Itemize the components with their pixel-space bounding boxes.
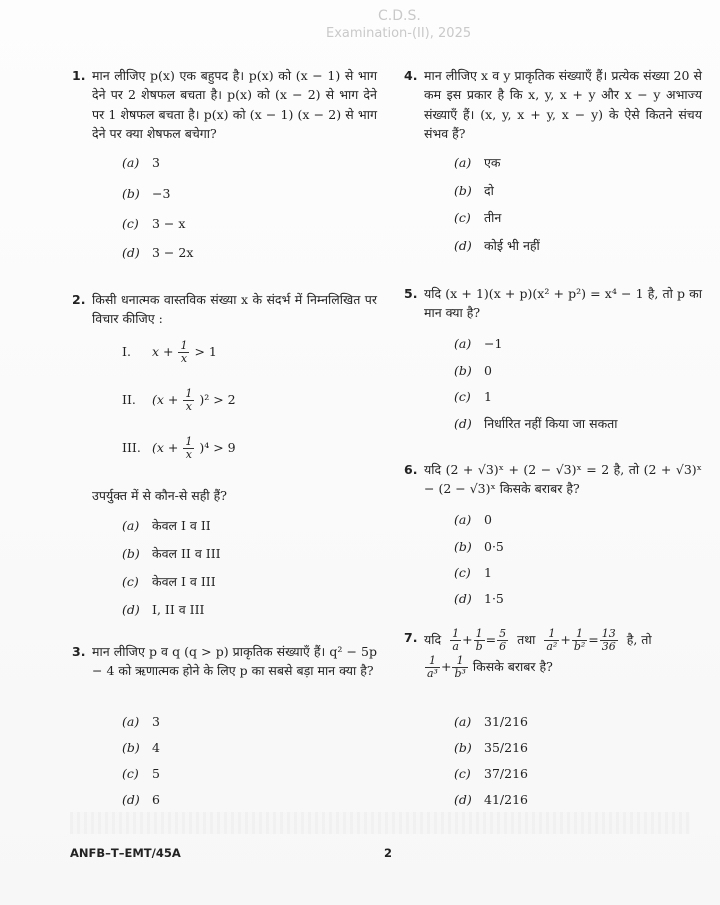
option-a[interactable]: (a) 0: [454, 512, 492, 527]
question-text: यदि (x + 1)(x + p)(x² + p²) = x⁴ − 1 है, तो p का मान क्या है?: [424, 286, 702, 321]
option-b[interactable]: (b) 4: [122, 740, 160, 755]
statement-1: I. x + $\frac{1}{x}$ > 1: [122, 339, 217, 366]
option-b[interactable]: (b) 0: [454, 363, 492, 378]
booklet-code: ANFB–T–EMT/45A: [70, 846, 181, 860]
option-d[interactable]: (d) निर्धारित नहीं किया जा सकता: [454, 416, 618, 431]
question-text: किसी धनात्मक वास्तविक संख्या x के संदर्भ में निम्नलिखित पर विचार कीजिए :: [92, 292, 377, 327]
option-b[interactable]: (b) −3: [122, 186, 171, 201]
question-number: 5.: [404, 286, 418, 301]
option-d[interactable]: (d) I, II व III: [122, 602, 205, 617]
option-d[interactable]: (d) 6: [122, 792, 160, 807]
option-a[interactable]: (a) केवल I व II: [122, 518, 211, 533]
statement-3: III. (x + $\frac{1}{x}$ )⁴ > 9: [122, 435, 236, 462]
question-number: 1.: [72, 68, 86, 83]
question-2: [72, 290, 377, 617]
question-text: मान लीजिए x व y प्राकृतिक संख्याएँ हैं। प्रत्येक संख्या 20 से कम इस प्रकार है कि x, y, x + y और x − y अभाज्य संख्याएँ हैं। (x, y, x + y, x − y) के ऐसे कितने संचय संभव हैं?: [424, 68, 702, 142]
question-number: 3.: [72, 644, 86, 659]
option-a[interactable]: (a) एक: [454, 155, 501, 170]
question-1: [72, 66, 377, 260]
option-b[interactable]: (b) दो: [454, 183, 494, 198]
statement-2: II. (x + $\frac{1}{x}$ )² > 2: [122, 387, 236, 414]
question-number: 2.: [72, 292, 86, 307]
option-a[interactable]: (a) 3: [122, 155, 160, 170]
option-c[interactable]: (c) 1: [454, 389, 492, 404]
watermark-subtitle: Examination-(II), 2025: [326, 26, 472, 41]
question-5: [404, 284, 702, 431]
question-prompt: उपर्युक्त में से कौन-से सही हैं?: [92, 488, 227, 503]
option-c[interactable]: (c) 1: [454, 565, 492, 580]
option-a[interactable]: (a) −1: [454, 336, 503, 351]
question-number: 4.: [404, 68, 418, 83]
option-d[interactable]: (d) 1·5: [454, 591, 504, 606]
question-text: यदि (2 + √3)ˣ + (2 − √3)ˣ = 2 है, तो (2 + √3)ˣ − (2 − √3)ˣ किसके बराबर है?: [424, 462, 702, 497]
question-text: मान लीजिए p व q (q > p) प्राकृतिक संख्याएँ हैं। q² − 5p − 4 को ऋणात्मक होने के लिए p का सबसे बड़ा मान क्या है?: [92, 644, 377, 679]
watermark-title: C.D.S.: [378, 8, 421, 24]
option-c[interactable]: (c) 3 − x: [122, 216, 186, 231]
option-d[interactable]: (d) 3 − 2x: [122, 245, 194, 260]
question-text: मान लीजिए p(x) एक बहुपद है। p(x) को (x − 1) से भाग देने पर 2 शेषफल बचता है। p(x) को (x − 2) से भाग देने पर 1 शेषफल बचता है। p(x) को (x − 1) (x − 2) से भाग देने पर क्या शेषफल बचेगा?: [92, 68, 377, 142]
question-6: [404, 460, 702, 606]
question-4: [404, 66, 702, 253]
option-c[interactable]: (c) केवल I व III: [122, 574, 216, 589]
question-3: [72, 642, 377, 807]
option-c[interactable]: (c) 37/216: [454, 766, 528, 781]
question-7: [404, 627, 702, 807]
option-c[interactable]: (c) 5: [122, 766, 160, 781]
option-a[interactable]: (a) 31/216: [454, 714, 528, 729]
question-line-1: यदि $\frac{1}{a}$ + $\frac{1}{b}$ = $\frac{5}{6}$ तथा $\frac{1}{\text{a²}}$ + $\frac{1}{\text{b²}}$ = $\frac{13}{36}$ है, तो: [424, 627, 652, 654]
question-number: 7.: [404, 630, 418, 645]
question-number: 6.: [404, 462, 418, 477]
option-c[interactable]: (c) तीन: [454, 210, 502, 225]
option-d[interactable]: (d) 41/216: [454, 792, 528, 807]
option-d[interactable]: (d) कोई भी नहीं: [454, 238, 540, 253]
question-line-2: $\frac{1}{\text{a³}}$ + $\frac{1}{\text{b³}}$ किसके बराबर है?: [427, 654, 553, 681]
option-b[interactable]: (b) 0·5: [454, 539, 504, 554]
option-b[interactable]: (b) 35/216: [454, 740, 528, 755]
scan-noise: [70, 812, 690, 834]
page-number: 2: [384, 846, 393, 860]
option-a[interactable]: (a) 3: [122, 714, 160, 729]
option-b[interactable]: (b) केवल II व III: [122, 546, 221, 561]
